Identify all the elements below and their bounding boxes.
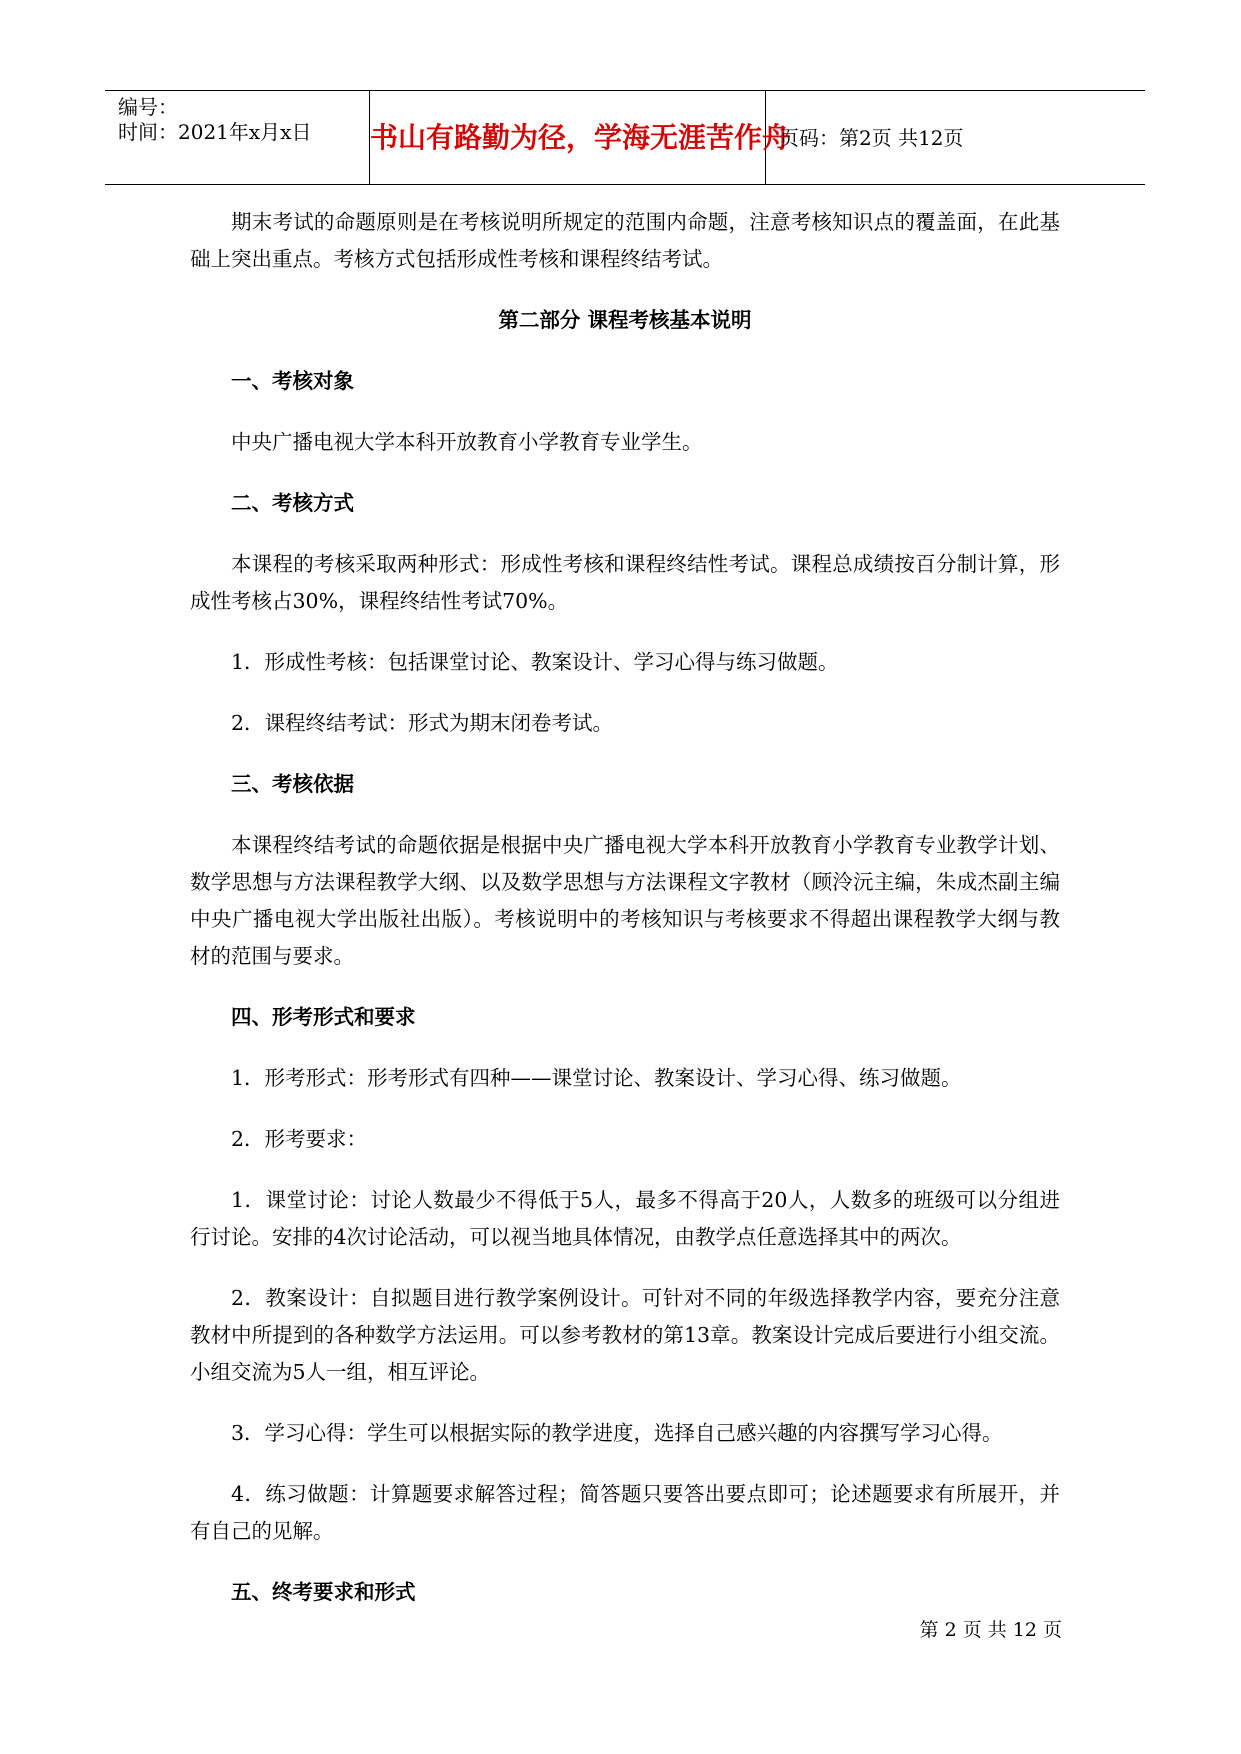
- section-2-text: 本课程的考核采取两种形式：形成性考核和课程终结性考试。课程总成绩按百分制计算，形成性考核占30%，课程终结性考试70%。: [190, 552, 1060, 613]
- section-4-item-2: 2．形考要求：: [231, 1127, 368, 1151]
- section-4-req-4: 4．练习做题：计算题要求解答过程；简答题只要答出要点即可；论述题要求有所展开，并有自己的见解。: [190, 1482, 1060, 1543]
- header-page-cell: [766, 91, 1145, 184]
- section-2-title: 二、考核方式: [231, 491, 354, 515]
- document-time-label: 时间：2021年x月x日: [118, 120, 312, 144]
- document-number-label: 编号：: [118, 95, 178, 119]
- header-meta-cell: [105, 91, 370, 184]
- section-1-text: 中央广播电视大学本科开放教育小学教育专业学生。: [231, 430, 703, 454]
- section-5-title: 五、终考要求和形式: [231, 1580, 416, 1604]
- section-2-item-2: 2．课程终结考试：形式为期末闭卷考试。: [231, 711, 614, 735]
- document-body: [190, 204, 1060, 1611]
- section-4-req-1: 1．课堂讨论：讨论人数最少不得低于5人，最多不得高于20人，人数多的班级可以分组进行讨论。安排的4次讨论活动，可以视当地具体情况，由教学点任意选择其中的两次。: [190, 1188, 1060, 1249]
- section-4-req-2: 2．教案设计：自拟题目进行教学案例设计。可针对不同的年级选择教学内容，要充分注意教材中所提到的各种数学方法运用。可以参考教材的第13章。教案设计完成后要进行小组交流。小组交流为5人一组，相互评论。: [190, 1286, 1060, 1384]
- page-footer: 第 2 页 共 12 页: [919, 1619, 1062, 1641]
- header-page-label: 页码：第2页 共12页: [779, 126, 964, 150]
- section-3-text: 本课程终结考试的命题依据是根据中央广播电视大学本科开放教育小学教育专业教学计划、数学思想与方法课程教学大纲、以及数学思想与方法课程文字教材（顾泠沅主编，朱成杰副主编 中央广播电视大学出版社出版）。考核说明中的考核知识与考核要求不得超出课程教学大纲与教材的范围与要求。: [190, 833, 1060, 968]
- section-4-item-1: 1．形考形式：形考形式有四种——课堂讨论、教案设计、学习心得、练习做题。: [231, 1066, 962, 1090]
- part-title: 第二部分 课程考核基本说明: [498, 308, 752, 332]
- section-4-req-3: 3．学习心得：学生可以根据实际的教学进度，选择自己感兴趣的内容撰写学习心得。: [231, 1421, 1003, 1445]
- intro-paragraph: 期末考试的命题原则是在考核说明所规定的范围内命题，注意考核知识点的覆盖面，在此基础上突出重点。考核方式包括形成性考核和课程终结考试。: [190, 210, 1060, 271]
- header-motto-cell: [370, 91, 791, 184]
- section-2-item-1: 1．形成性考核：包括课堂讨论、教案设计、学习心得与练习做题。: [231, 650, 839, 674]
- page-header: [105, 90, 1145, 185]
- section-3-title: 三、考核依据: [231, 772, 354, 796]
- section-1-title: 一、考核对象: [231, 369, 354, 393]
- header-motto: 书山有路勤为径，学海无涯苦作舟: [370, 121, 791, 154]
- section-4-title: 四、形考形式和要求: [231, 1005, 416, 1029]
